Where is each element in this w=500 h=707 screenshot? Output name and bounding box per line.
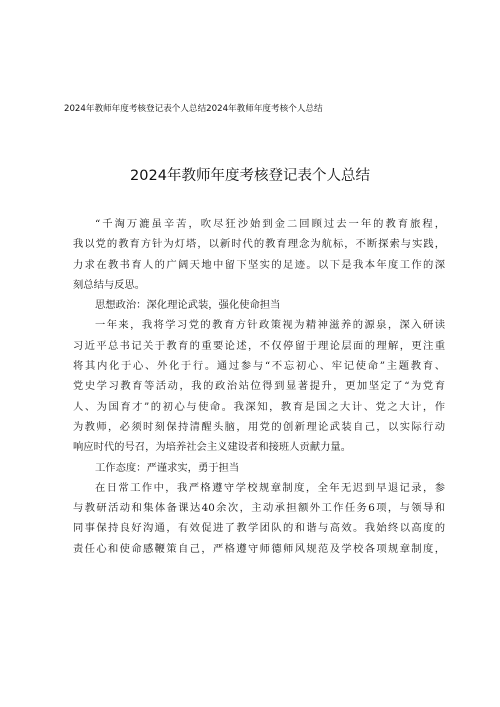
paragraph-line: 一年来，我将学习党的教育方针政策视为精神滋养的源泉，深入研读 [95,319,445,332]
section-heading: 工作态度：严谨求实，勇于担当 [95,461,240,474]
paragraph-line: 将其内化于心、外化于行。通过参与“不忘初心、牢记使命”主题教育、 [73,360,445,373]
paragraph-line: 刻总结与反思。 [73,278,146,291]
paragraph-line: 党史学习教育等活动，我的政治站位得到显著提升，更加坚定了“为党育 [73,380,445,393]
section-heading: 思想政治：深化理论武装，强化使命担当 [95,299,281,312]
paragraph-line: 责任心和使命感鞭策自己，严格遵守师德师风规范及学校各项规章制度， [73,542,445,555]
paragraph-line: 人、为国育才”的初心与使命。我深知，教育是国之大计、党之大计，作 [73,400,445,413]
paragraph-line: 我以党的教育方针为灯塔，以新时代的教育理念为航标，不断探索与实践， [73,238,445,251]
paragraph-line: 力求在教书育人的广阔天地中留下坚实的足迹。以下是我本年度工作的深 [73,258,445,271]
running-header: 2024年教师年度考核登记表个人总结2024年教师年度考核个人总结 [64,104,323,114]
paragraph-line: 在日常工作中，我严格遵守学校规章制度，全年无迟到早退记录，参 [95,481,445,494]
document-title: 2024年教师年度考核登记表个人总结 [130,168,370,184]
paragraph-line: 同事保持良好沟通，有效促进了教学团队的和谐与高效。我始终以高度的 [73,522,445,535]
document-body [73,214,445,559]
paragraph-line: 响应时代的号召，为培养社会主义建设者和接班人贡献力量。 [73,441,352,454]
paragraph-line: 为教师，必须时刻保持清醒头脑，用党的创新理论武装自己，以实际行动 [73,420,445,433]
paragraph-line: 习近平总书记关于教育的重要论述，不仅停留于理论层面的理解，更注重 [73,339,445,352]
paragraph-line: 与教研活动和集体备课达40余次，主动承担额外工作任务6项，与领导和 [73,502,445,515]
paragraph-line: “千淘万漉虽辛苦，吹尽狂沙始到金二回顾过去一年的教育旅程， [95,218,445,230]
